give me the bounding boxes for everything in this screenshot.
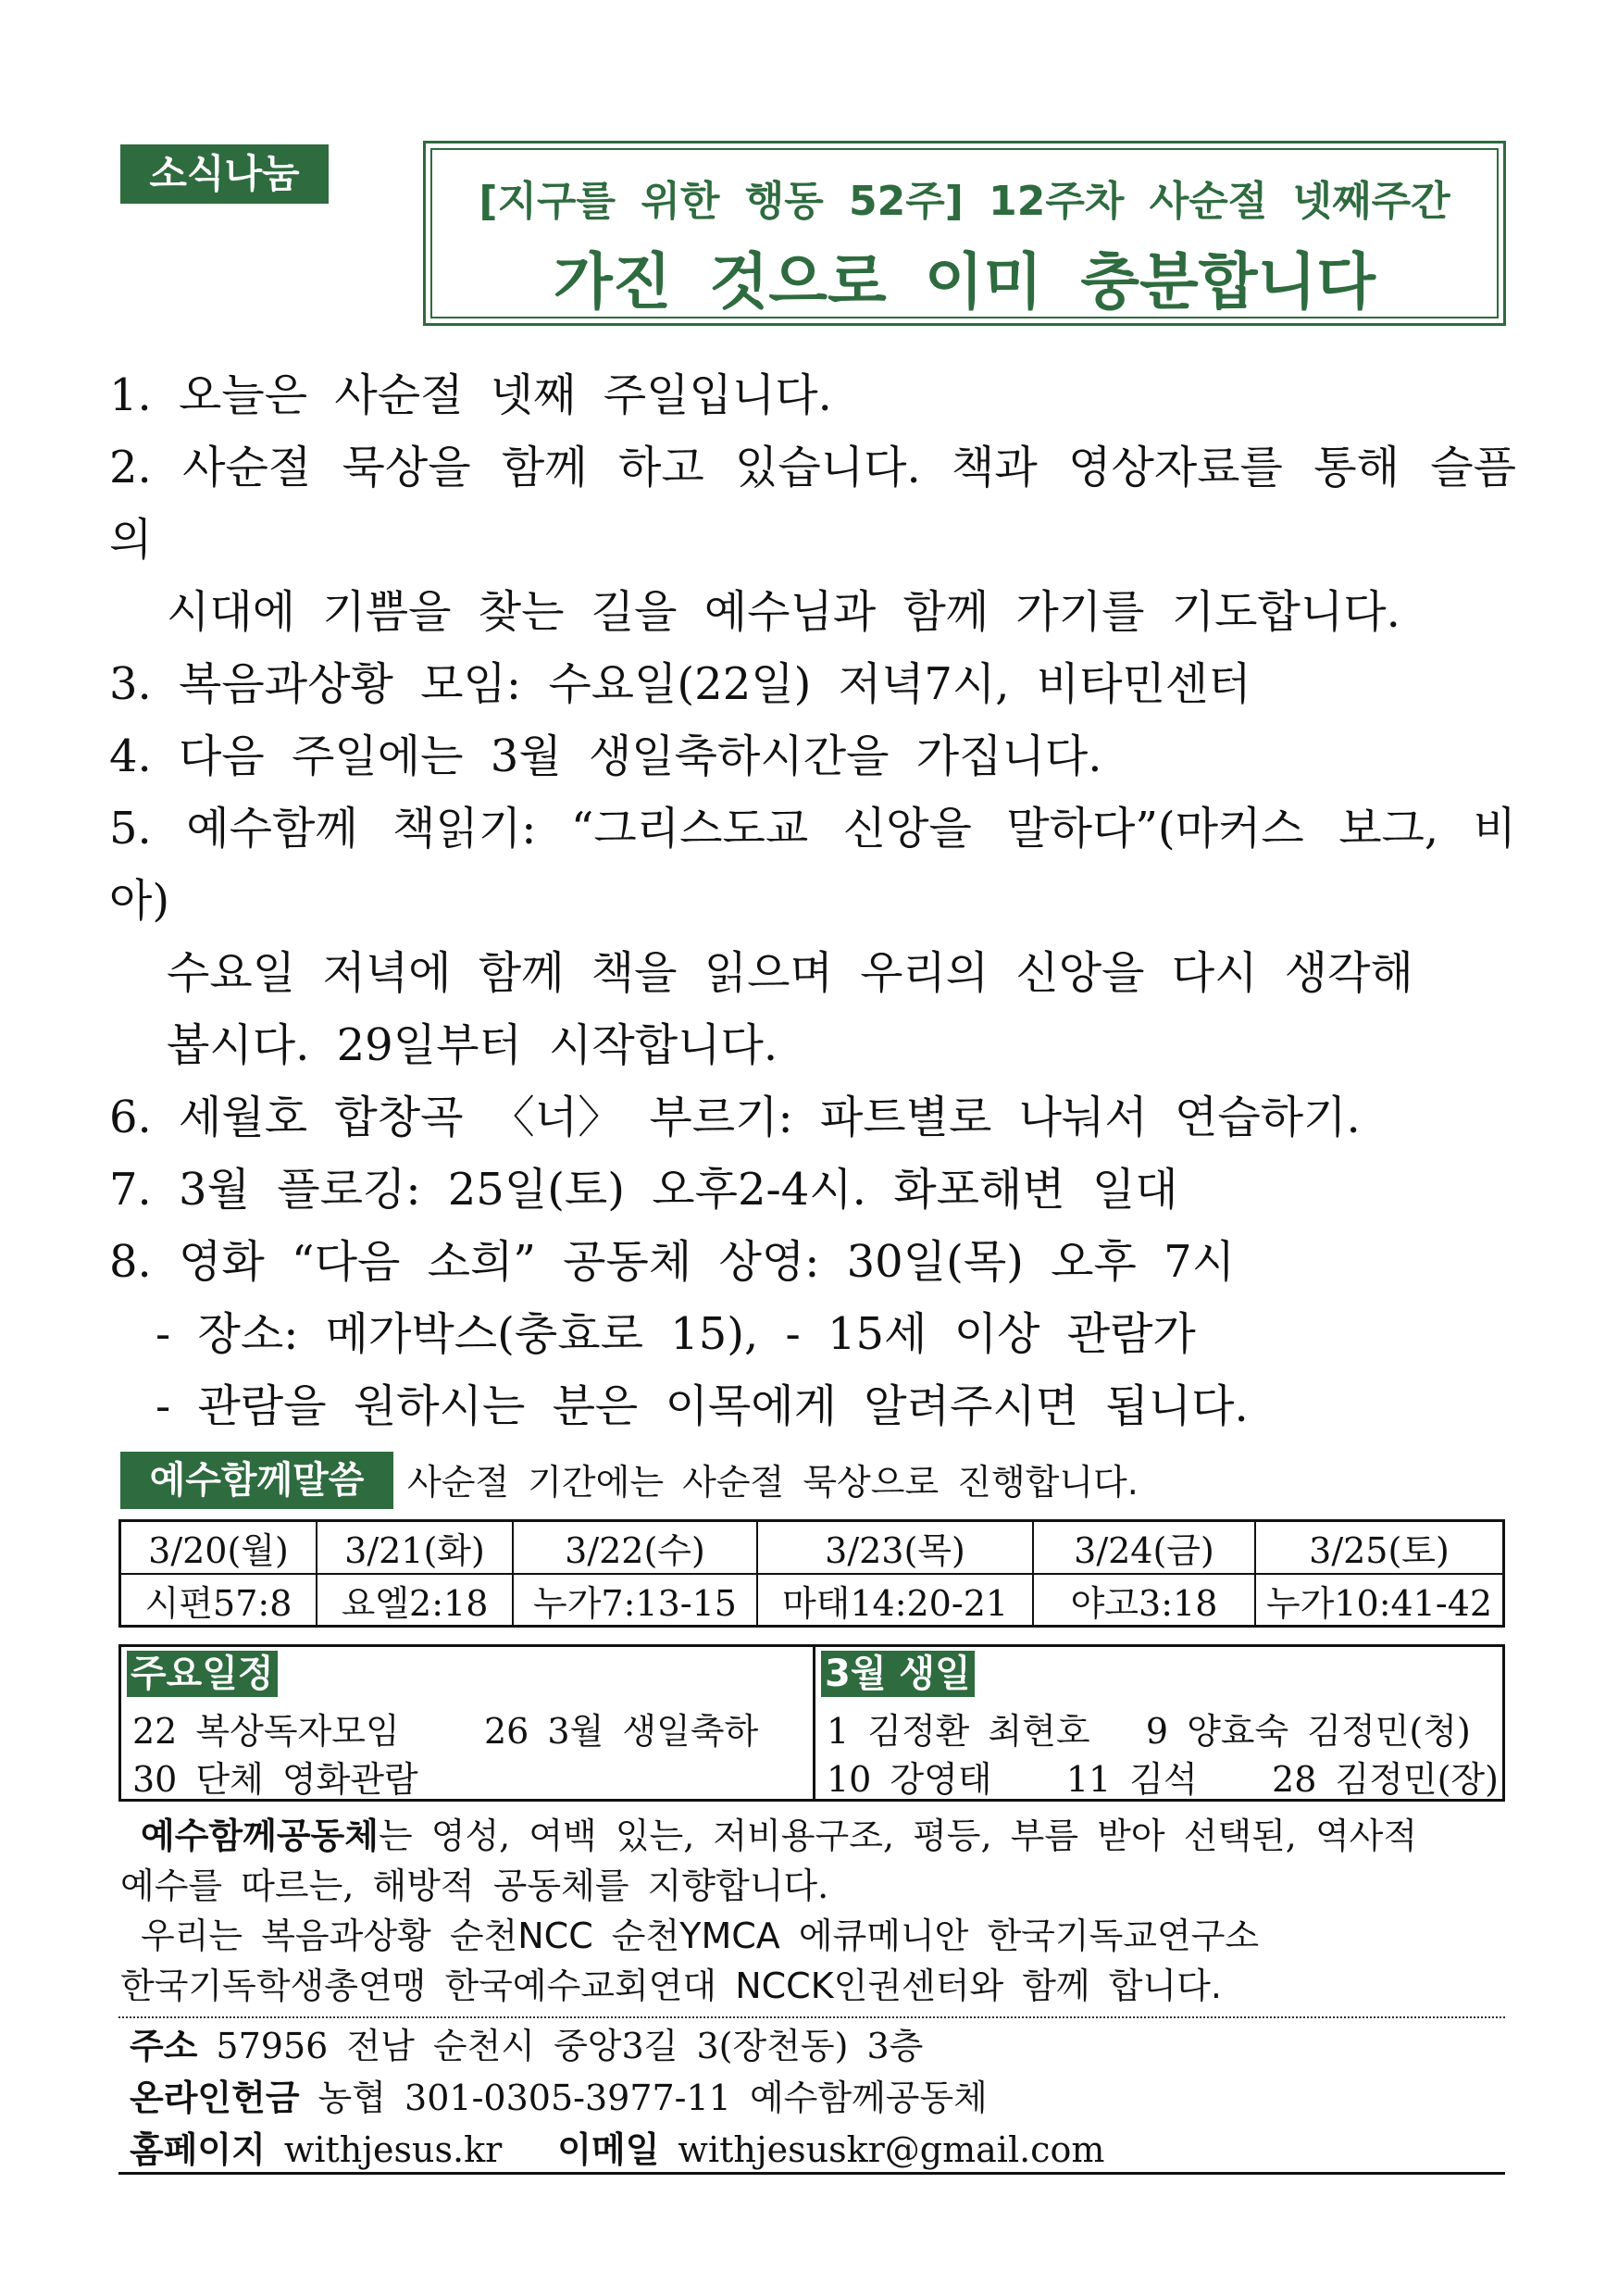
reading-column: [317, 1522, 514, 1625]
notice-item: 1. 오늘은 사순절 넷째 주일입니다.: [109, 369, 832, 421]
notice-item: 2. 사순절 묵상을 함께 하고 있습니다. 책과 영상자료를 통해 슬픔의: [109, 442, 1516, 566]
birthday-title: 3월 생일: [821, 1651, 975, 1697]
notice-item: 5. 예수함께 책읽기: “그리스도교 신앙을 말하다”(마커스 보그, 비아): [109, 803, 1516, 927]
notice-item-continued: 수요일 저녁에 함께 책을 읽으며 우리의 신앙을 다시 생각해: [167, 947, 1413, 999]
page-subtitle: [지구를 위한 행동 52주] 12주차 사순절 넷째주간: [479, 178, 1450, 225]
reading-verse: 요엘2:18: [341, 1583, 489, 1624]
address-value: 57956 전남 순천시 중앙3길 3(장천동) 3층: [216, 2026, 924, 2066]
notice-item-continued: 시대에 기쁨을 찾는 길을 예수님과 함께 가기를 기도합니다.: [167, 586, 1400, 638]
email-link[interactable]: withjesuskr@gmail.com: [678, 2129, 1105, 2170]
schedule-item: 22 복상독자모임: [132, 1711, 400, 1752]
reading-verse: 누가7:13-15: [533, 1583, 737, 1624]
notice-list: [109, 359, 1516, 1442]
reading-column: [1256, 1522, 1502, 1625]
schedule-item: 26 3월 생일축하: [484, 1711, 759, 1752]
reading-verse: 마태14:20-21: [781, 1583, 1009, 1624]
community-statement: [120, 1811, 1509, 2011]
reading-column: [1034, 1522, 1256, 1625]
bottom-rule: [118, 2172, 1505, 2175]
reading-date: 3/24(금): [1034, 1522, 1254, 1575]
reading-verse: 시편57:8: [144, 1583, 292, 1624]
contact-info: [130, 2020, 1500, 2176]
reading-date: 3/25(토): [1256, 1522, 1502, 1575]
community-text: 는 영성, 여백 있는, 저비용구조, 평등, 부름 받아 선택된, 역사적: [378, 1816, 1418, 1856]
reading-table: [118, 1519, 1505, 1628]
community-line: [120, 1811, 1509, 1861]
notice-item: 6. 세월호 합창곡 〈너〉 부르기: 파트별로 나눠서 연습하기.: [109, 1092, 1361, 1143]
reading-date: 3/22(수): [514, 1522, 756, 1575]
homepage-link[interactable]: withjesus.kr: [283, 2129, 503, 2170]
title-box: [423, 141, 1506, 326]
reading-verse: 누가10:41-42: [1265, 1583, 1493, 1624]
section-tag: 소식나눔: [120, 144, 329, 204]
offering-row: [130, 2072, 1500, 2124]
reading-date: 3/21(화): [317, 1522, 512, 1575]
reading-date: 3/20(월): [121, 1522, 316, 1575]
birthday-list: 10 강영태 11 김석 28 김정민(장): [827, 1759, 1499, 1800]
notice-item: 3. 복음과상황 모임: 수요일(22일) 저녁7시, 비타민센터: [109, 658, 1251, 710]
birthday-list: 1 김정환 최현호 9 양효숙 김정민(청): [827, 1711, 1471, 1752]
reading-column: [758, 1522, 1034, 1625]
offering-value: 농협 301-0305-3977-11 예수함께공동체: [317, 2078, 988, 2118]
box-divider: [813, 1647, 815, 1799]
notice-subitem: - 장소: 메가박스(충효로 15), - 15세 이상 관람가: [156, 1308, 1196, 1360]
schedule-birthday-box: [118, 1644, 1505, 1802]
address-row: [130, 2020, 1500, 2072]
offering-label: 온라인헌금: [130, 2078, 300, 2118]
community-name: 예수함께공동체: [141, 1816, 379, 1856]
notice-item: 4. 다음 주일에는 3월 생일축하시간을 가집니다.: [109, 730, 1102, 782]
address-label: 주소: [130, 2026, 198, 2066]
reading-date: 3/23(목): [758, 1522, 1032, 1575]
reading-verse: 야고3:18: [1070, 1583, 1218, 1624]
schedule-item: 30 단체 영화관람: [132, 1759, 418, 1800]
notice-item-continued: 봅시다. 29일부터 시작합니다.: [167, 1019, 778, 1071]
page-title: 가진 것으로 이미 충분합니다: [553, 246, 1375, 318]
notice-subitem: - 관람을 원하시는 분은 이목에게 알려주시면 됩니다.: [156, 1380, 1249, 1432]
dotted-divider: [118, 2016, 1505, 2018]
partners-line: 한국기독학생총연맹 한국예수교회연대 NCCK인권센터와 함께 합니다.: [120, 1965, 1222, 2006]
reading-column: [514, 1522, 758, 1625]
notice-item: 8. 영화 “다음 소희” 공동체 상영: 30일(목) 오후 7시: [109, 1236, 1236, 1288]
reading-column: [121, 1522, 317, 1625]
community-line: 예수를 따르는, 해방적 공동체를 지향합니다.: [120, 1866, 829, 1906]
homepage-row: [130, 2124, 1500, 2176]
homepage-label: 홈페이지: [130, 2129, 266, 2170]
email-label: 이메일: [557, 2129, 660, 2170]
schedule-title: 주요일정: [127, 1651, 278, 1697]
partners-line: 우리는 복음과상황 순천NCC 순천YMCA 에큐메니안 한국기독교연구소: [141, 1915, 1260, 1956]
notice-item: 7. 3월 플로깅: 25일(토) 오후2-4시. 화포해변 일대: [109, 1164, 1178, 1216]
reading-description: 사순절 기간에는 사순절 묵상으로 진행합니다.: [407, 1462, 1139, 1503]
reading-tag: 예수함께말씀: [120, 1452, 393, 1509]
